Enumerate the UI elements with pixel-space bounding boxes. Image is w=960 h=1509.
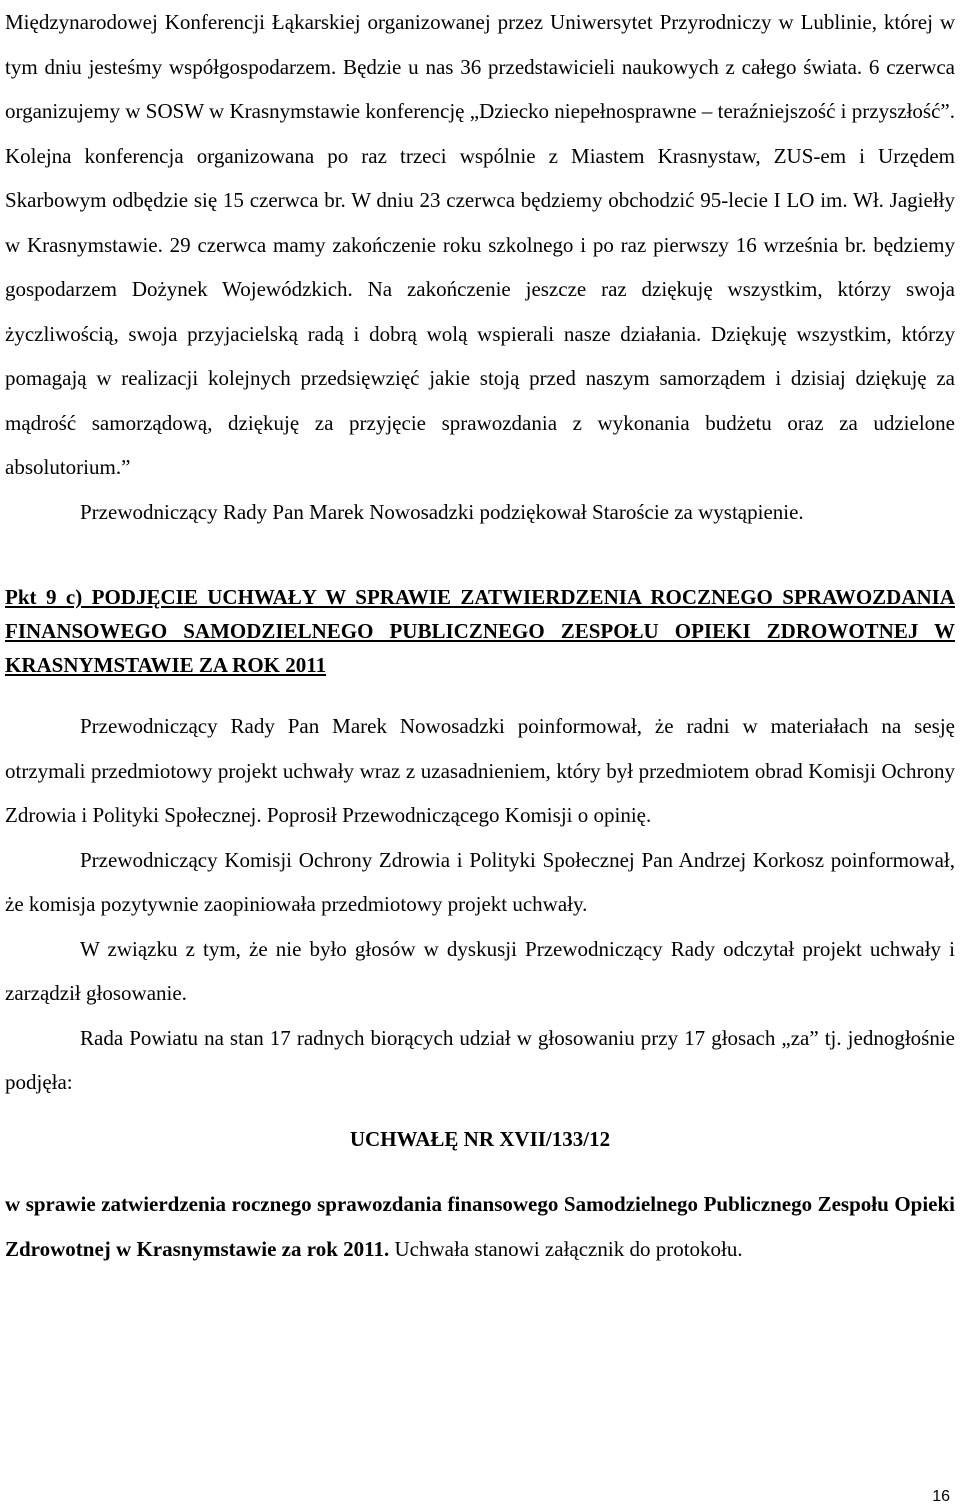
- paragraph-2: Przewodniczący Komisji Ochrony Zdrowia i Polityki Społecznej Pan Andrzej Korkosz poinformował, że komisja pozytywnie zaopiniowała przedmiotowy projekt uchwały.: [5, 847, 955, 916]
- paragraph-thanks: Przewodniczący Rady Pan Marek Nowosadzki podziękował Staroście za wystąpienie.: [80, 499, 804, 524]
- paragraph-4: Rada Powiatu na stan 17 radnych biorących udział w głosowaniu przy 17 głosach „za” tj. jednogłośnie podjęła:: [5, 1025, 955, 1094]
- resolution-tail: Uchwała stanowi załącznik do protokołu.: [389, 1236, 743, 1261]
- resolution-subject: w sprawie zatwierdzenia rocznego sprawozdania finansowego Samodzielnego Publicznego Zespołu Opieki Zdrowotnej w Krasnymstawie za rok 2011.: [5, 1192, 955, 1261]
- paragraph-top: Międzynarodowej Konferencji Łąkarskiej organizowanej przez Uniwersytet Przyrodniczy w Lublinie, której w tym dniu jesteśmy współgospodarzem. Będzie u nas 36 przedstawicieli naukowych z całego świata. 6 czerwca organizujemy w SOSW w Krasnymstawie konferencję „Dziecko niepełnosprawne – teraźniejszość i przyszłość”. Kolejna konferencja organizowana po raz trzeci wspólnie z Miastem Krasnystaw, ZUS-em i Urzędem Skarbowym odbędzie się 15 czerwca br. W dniu 23 czerwca będziemy obchodzić 95-lecie I LO im. Wł. Jagiełły w Krasnymstawie. 29 czerwca mamy zakończenie roku szkolnego i po raz pierwszy 16 września br. będziemy gospodarzem Dożynek Wojewódzkich. Na zakończenie jeszcze raz dziękuję wszystkim, którzy swoja życzliwością, swoja przyjacielską radą i dobrą wolą wspierali nasze działania. Dziękuję wszystkim, którzy pomagają w realizacji kolejnych przedsięwzięć jakie stoją przed naszym samorządem i dzisiaj dziękuję za mądrość samorządową, dziękuję za przyjęcie sprawozdania z wykonania budżetu oraz za udzielone absolutorium.”: [5, 10, 955, 479]
- resolution-title: UCHWAŁĘ NR XVII/133/12: [349, 1126, 611, 1151]
- paragraph-1: Przewodniczący Rady Pan Marek Nowosadzki poinformował, że radni w materiałach na sesję otrzymali przedmiotowy projekt uchwały wraz z uzasadnieniem, który był przedmiotem obrad Komisji Ochrony Zdrowia i Polityki Społecznej. Poprosił Przewodniczącego Komisji o opinię.: [5, 714, 955, 827]
- page-number: 16: [932, 1488, 950, 1505]
- document-page: [5, 0, 955, 1271]
- section-heading: Pkt 9 c) PODJĘCIE UCHWAŁY W SPRAWIE ZATWIERDZENIA ROCZNEGO SPRAWOZDANIA FINANSOWEGO SAMODZIELNEGO PUBLICZNEGO ZESPOŁU OPIEKI ZDROWOTNEJ W KRASNYMSTAWIE ZA ROK 2011: [5, 585, 955, 677]
- resolution-paragraph: [5, 1182, 955, 1271]
- paragraph-3: W związku z tym, że nie było głosów w dyskusji Przewodniczący Rady odczytał projekt uchwały i zarządził głosowanie.: [5, 936, 955, 1005]
